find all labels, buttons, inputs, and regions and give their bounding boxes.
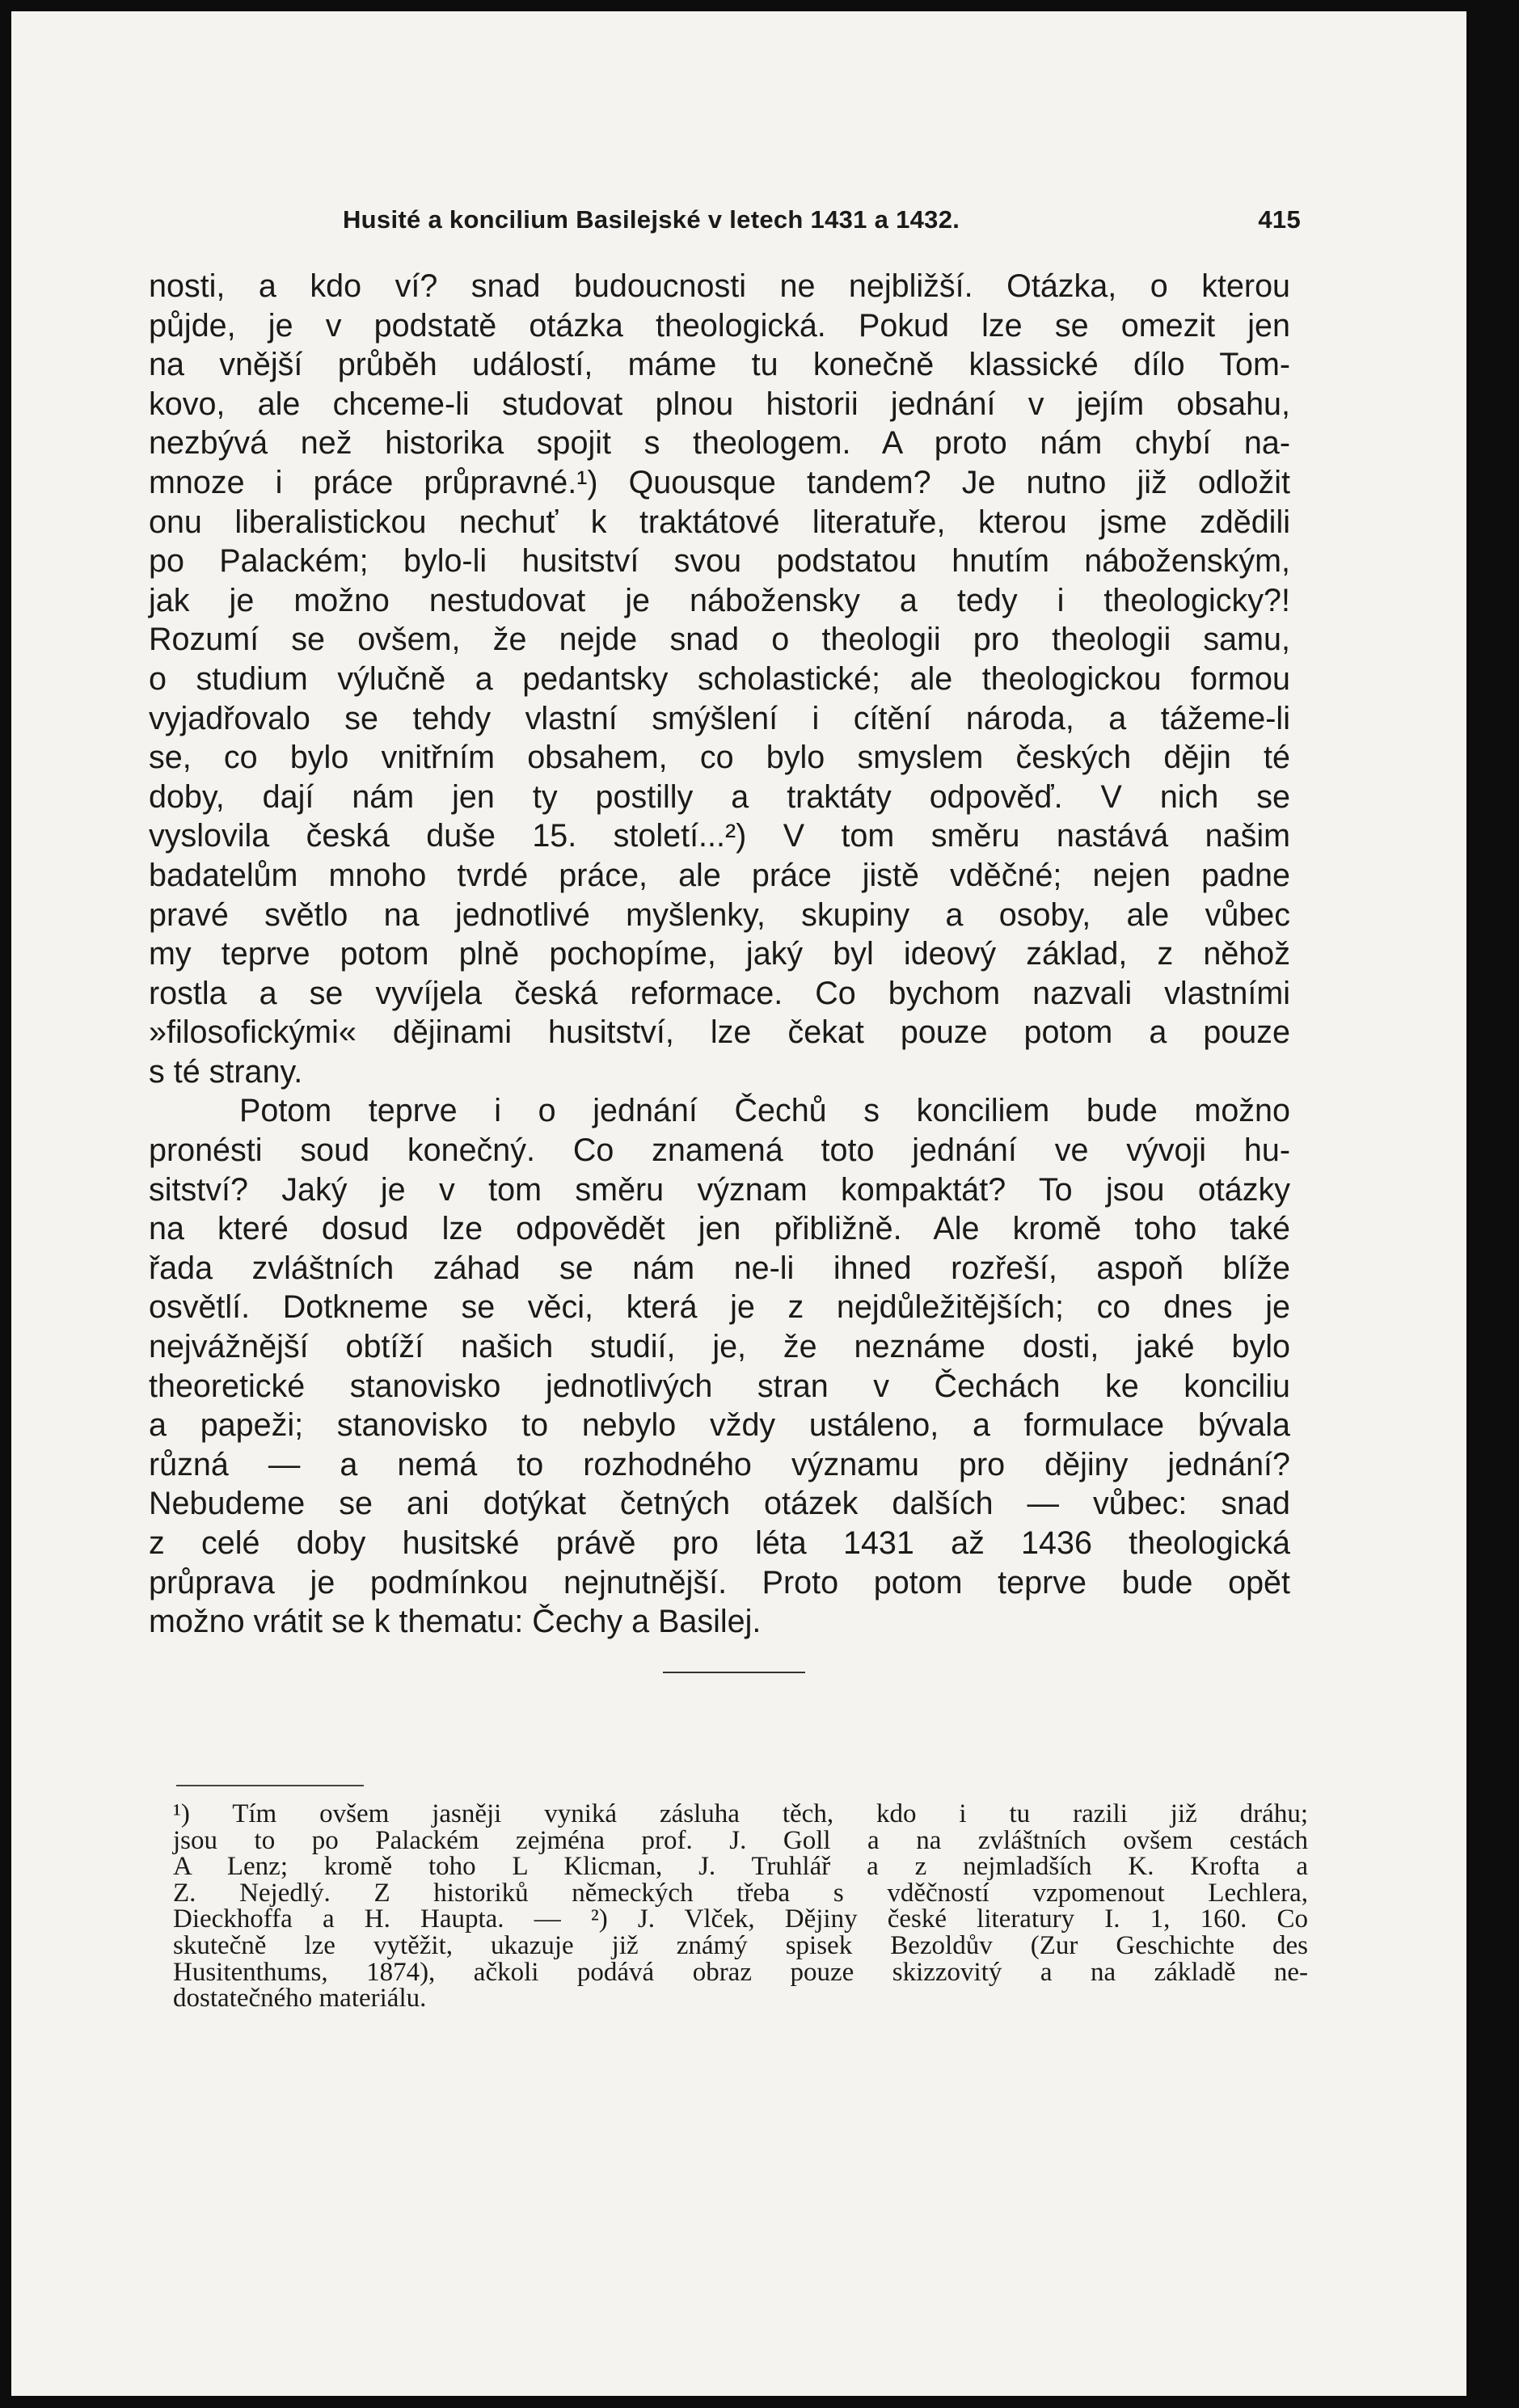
running-title: Husité a koncilium Basilejské v letech 1431 a 1432. xyxy=(343,205,960,234)
text-line: rostla a se vyvíjela česká reformace. Co bychom nazvali vlastními xyxy=(149,975,1290,1011)
footnote-line: Z. Nejedlý. Z historiků německých třeba s vděčností vzpomenout Lechlera, xyxy=(173,1878,1308,1908)
page-number: 415 xyxy=(1258,205,1301,234)
text-line: s té strany. xyxy=(149,1053,303,1090)
text-line: mnoze i práce průpravné.¹) Quousque tandem? Je nutno již odložit xyxy=(149,464,1290,500)
text-line: průprava je podmínkou nejnutnější. Proto potom teprve bude opět xyxy=(149,1564,1290,1600)
footnote-divider xyxy=(176,1785,364,1786)
text-line: Nebudeme se ani dotýkat četných otázek dalších — vůbec: snad xyxy=(149,1486,1290,1522)
text-line: doby, dají nám jen ty postilly a traktáty odpověď. V nich se xyxy=(149,778,1290,815)
footnote-line: dostatečného materiálu. xyxy=(173,1984,427,2014)
running-header xyxy=(343,205,1301,234)
text-line: nezbývá než historika spojit s theologem. A proto nám chybí na- xyxy=(149,425,1290,462)
text-line: sitství? Jaký je v tom směru význam kompaktát? To jsou otázky xyxy=(149,1171,1290,1208)
text-line: z celé doby husitské právě pro léta 1431 až 1436 theologická xyxy=(149,1525,1290,1561)
footnote-line: A Lenz; kromě toho L Klicman, J. Truhlář a z nejmladších K. Krofta a xyxy=(173,1852,1308,1882)
footnote-line: Dieckhoffa a H. Haupta. — ²) J. Vlček, Dějiny české literatury I. 1, 160. Co xyxy=(173,1904,1308,1934)
text-line: o studium výlučně a pedantsky scholastické; ale theologickou formou xyxy=(149,660,1290,697)
text-line: Rozumí se ovšem, že nejde snad o theologii pro theologii samu, xyxy=(149,622,1290,658)
footnote-line: skutečně lze vytěžit, ukazuje již známý spisek Bezoldův (Zur Geschichte des xyxy=(173,1930,1308,1960)
text-line: půjde, je v podstatě otázka theologická. Pokud lze se omezit jen xyxy=(149,307,1290,344)
text-line: po Palackém; bylo-li husitství svou podstatou hnutím náboženským, xyxy=(149,543,1290,580)
text-line: badatelům mnoho tvrdé práce, ale práce jistě vděčné; nejen padne xyxy=(149,857,1290,893)
footnote-line: jsou to po Palackém zejména prof. J. Goll a na zvláštních ovšem cestách xyxy=(173,1825,1308,1855)
text-line: nosti, a kdo ví? snad budoucnosti ne nejbližší. Otázka, o kterou xyxy=(149,268,1290,304)
text-line: Potom teprve i o jednání Čechů s konciliem bude možno xyxy=(239,1093,1290,1129)
footnote-line: ¹) Tím ovšem jasněji vyniká zásluha těch, kdo i tu razili již dráhu; xyxy=(173,1799,1308,1828)
text-line: »filosofickými« dějinami husitství, lze čekat pouze potom a pouze xyxy=(149,1014,1290,1051)
footnote-line: Husitenthums, 1874), ačkoli podává obraz pouze skizzovitý a na základě ne- xyxy=(173,1957,1308,1987)
text-line: se, co bylo vnitřním obsahem, co bylo smyslem českých dějin té xyxy=(149,740,1290,776)
footnotes xyxy=(173,1801,1308,2012)
text-line: kovo, ale chceme-li studovat plnou historii jednání v jejím obsahu, xyxy=(149,386,1290,422)
text-line: pronésti soud konečný. Co znamená toto jednání ve vývoji hu- xyxy=(149,1132,1290,1169)
text-line: osvětlí. Dotkneme se věci, která je z nejdůležitějších; co dnes je xyxy=(149,1289,1290,1326)
text-line: různá — a nemá to rozhodného významu pro dějiny jednání? xyxy=(149,1446,1290,1482)
text-line: theoretické stanovisko jednotlivých stran v Čechách ke konciliu xyxy=(149,1368,1290,1404)
text-line: vyslovila česká duše 15. století...²) V tom směru nastává našim xyxy=(149,818,1290,854)
text-line: my teprve potom plně pochopíme, jaký byl ideový základ, z něhož xyxy=(149,936,1290,972)
text-line: vyjadřovalo se tehdy vlastní smýšlení i cítění národa, a tážeme-li xyxy=(149,700,1290,736)
main-text xyxy=(149,267,1290,1642)
text-line: pravé světlo na jednotlivé myšlenky, skupiny a osoby, ale vůbec xyxy=(149,896,1290,933)
text-line: a papeži; stanovisko to nebylo vždy ustáleno, a formulace bývala xyxy=(149,1407,1290,1444)
text-line: jak je možno nestudovat je nábožensky a tedy i theologicky?! xyxy=(149,582,1290,618)
text-line: řada zvláštních záhad se nám ne-li ihned rozřeší, aspoň blíže xyxy=(149,1250,1290,1286)
text-line: na které dosud lze odpovědět jen přibližně. Ale kromě toho také xyxy=(149,1211,1290,1247)
text-line: na vnější průběh událostí, máme tu konečně klassické dílo Tom- xyxy=(149,347,1290,383)
text-line: nejvážnější obtíží našich studií, je, že neznáme dosti, jaké bylo xyxy=(149,1329,1290,1365)
text-line: možno vrátit se k thematu: Čechy a Basilej. xyxy=(149,1604,762,1640)
text-line: onu liberalistickou nechuť k traktátové literatuře, kterou jsme zdědili xyxy=(149,504,1290,540)
section-divider xyxy=(663,1672,805,1673)
